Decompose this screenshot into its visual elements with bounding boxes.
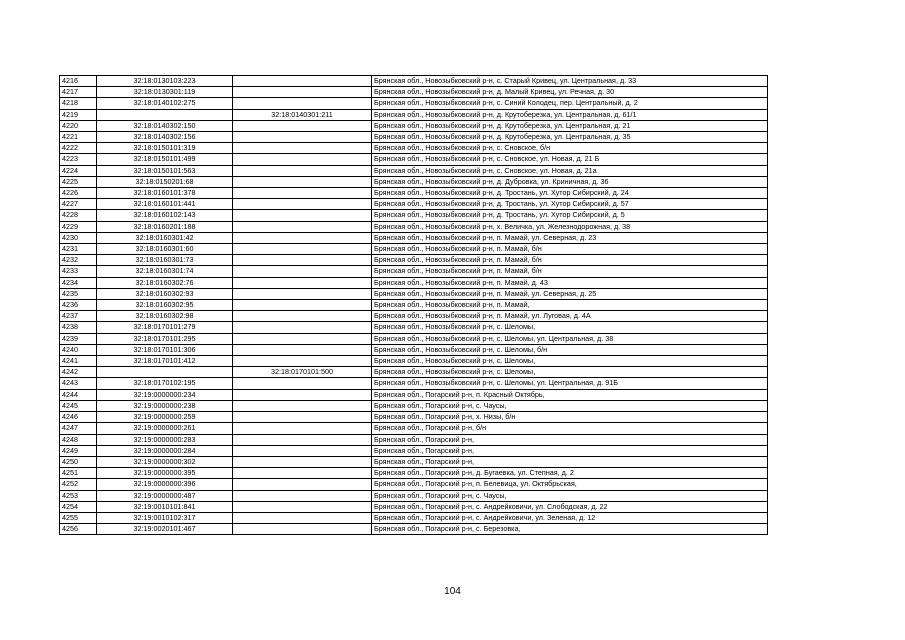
address-cell: Брянская обл., Погарский р-н, bbox=[372, 456, 768, 467]
cadastral-number-cell: 32:18:0170102:195 bbox=[97, 378, 233, 389]
table-row bbox=[60, 120, 768, 131]
row-number-cell: 4216 bbox=[60, 76, 97, 87]
cadastral-number-alt-cell bbox=[233, 333, 372, 344]
cadastral-number-cell: 32:19:0000000:302 bbox=[97, 456, 233, 467]
table-row bbox=[60, 468, 768, 479]
table-row bbox=[60, 400, 768, 411]
table-row bbox=[60, 501, 768, 512]
cadastral-number-alt-cell bbox=[233, 188, 372, 199]
cadastral-number-cell: 32:18:0160301:73 bbox=[97, 255, 233, 266]
address-cell: Брянская обл., Новозыбковский р-н, с. Шеломы, bbox=[372, 356, 768, 367]
row-number-cell: 4249 bbox=[60, 445, 97, 456]
cadastral-number-cell: 32:18:0160101:441 bbox=[97, 199, 233, 210]
row-number-cell: 4237 bbox=[60, 311, 97, 322]
cadastral-number-cell: 32:19:0020101:467 bbox=[97, 524, 233, 535]
table-row bbox=[60, 434, 768, 445]
cadastral-number-cell: 32:19:0000000:259 bbox=[97, 412, 233, 423]
address-cell: Брянская обл., Новозыбковский р-н, с. Шеломы, bbox=[372, 322, 768, 333]
address-cell: Брянская обл., Новозыбковский р-н, д. Крутоберезка, ул. Центральная, д. 21 bbox=[372, 120, 768, 131]
row-number-cell: 4221 bbox=[60, 132, 97, 143]
address-cell: Брянская обл., Погарский р-н, bbox=[372, 445, 768, 456]
cadastral-number-alt-cell bbox=[233, 120, 372, 131]
cadastral-number-cell: 32:19:0000000:283 bbox=[97, 434, 233, 445]
row-number-cell: 4256 bbox=[60, 524, 97, 535]
row-number-cell: 4236 bbox=[60, 300, 97, 311]
address-cell: Брянская обл., Новозыбковский р-н, с. Сновское, ул. Новая, д. 21а bbox=[372, 165, 768, 176]
address-cell: Брянская обл., Новозыбковский р-н, с. Шеломы, б/н bbox=[372, 344, 768, 355]
cadastral-number-cell: 32:18:0140302:150 bbox=[97, 120, 233, 131]
cadastral-number-alt-cell bbox=[233, 154, 372, 165]
address-cell: Брянская обл., Погарский р-н, б/н bbox=[372, 423, 768, 434]
cadastral-number-alt-cell bbox=[233, 524, 372, 535]
cadastral-number-alt-cell bbox=[233, 378, 372, 389]
address-cell: Брянская обл., Погарский р-н, с. Чаусы, bbox=[372, 400, 768, 411]
cadastral-number-alt-cell bbox=[233, 501, 372, 512]
cadastral-number-cell: 32:18:0140102:275 bbox=[97, 98, 233, 109]
address-cell: Брянская обл., Новозыбковский р-н, д. Тростань, ул. Хутор Сибирский, д. 5 bbox=[372, 210, 768, 221]
address-cell: Брянская обл., Погарский р-н, с. Березовка, bbox=[372, 524, 768, 535]
address-cell: Брянская обл., Новозыбковский р-н, с. Шеломы, ул. Центральная, д. 91Б bbox=[372, 378, 768, 389]
cadastral-number-alt-cell bbox=[233, 344, 372, 355]
address-cell: Брянская обл., Новозыбковский р-н, д. Тростань, ул. Хутор Сибирский, д. 57 bbox=[372, 199, 768, 210]
address-cell: Брянская обл., Новозыбковский р-н, с. Шеломы, ул. Центральная, д. 38 bbox=[372, 333, 768, 344]
address-cell: Брянская обл., Новозыбковский р-н, п. Мамай, ул. Северная, д. 23 bbox=[372, 232, 768, 243]
row-number-cell: 4250 bbox=[60, 456, 97, 467]
row-number-cell: 4244 bbox=[60, 389, 97, 400]
cadastral-number-alt-cell bbox=[233, 132, 372, 143]
row-number-cell: 4253 bbox=[60, 490, 97, 501]
cadastral-number-alt-cell: 32:18:0170101:500 bbox=[233, 367, 372, 378]
cadastral-number-alt-cell bbox=[233, 434, 372, 445]
row-number-cell: 4224 bbox=[60, 165, 97, 176]
address-cell: Брянская обл., Новозыбковский р-н, с. Шеломы, bbox=[372, 367, 768, 378]
address-cell: Брянская обл., Погарский р-н, д. Бугаевка, ул. Степная, д. 2 bbox=[372, 468, 768, 479]
cadastral-number-cell: 32:18:0160301:60 bbox=[97, 244, 233, 255]
registry-table bbox=[59, 75, 768, 535]
table-row bbox=[60, 367, 768, 378]
cadastral-number-alt-cell bbox=[233, 389, 372, 400]
table-row bbox=[60, 423, 768, 434]
cadastral-number-cell: 32:19:0000000:396 bbox=[97, 479, 233, 490]
address-cell: Брянская обл., Новозыбковский р-н, п. Мамай, б/н bbox=[372, 244, 768, 255]
row-number-cell: 4222 bbox=[60, 143, 97, 154]
row-number-cell: 4254 bbox=[60, 501, 97, 512]
table-row bbox=[60, 188, 768, 199]
row-number-cell: 4255 bbox=[60, 512, 97, 523]
row-number-cell: 4229 bbox=[60, 221, 97, 232]
address-cell: Брянская обл., Новозыбковский р-н, д. Крутоберезка, ул. Центральная, д. 61/1 bbox=[372, 109, 768, 120]
address-cell: Брянская обл., Погарский р-н, с. Андрейковичи, ул. Слободская, д. 22 bbox=[372, 501, 768, 512]
address-cell: Брянская обл., Новозыбковский р-н, п. Мамай, ул. Луговая, д. 4А bbox=[372, 311, 768, 322]
row-number-cell: 4246 bbox=[60, 412, 97, 423]
address-cell: Брянская обл., Новозыбковский р-н, п. Мамай, д. 43 bbox=[372, 277, 768, 288]
cadastral-number-cell: 32:19:0010102:317 bbox=[97, 512, 233, 523]
row-number-cell: 4247 bbox=[60, 423, 97, 434]
cadastral-number-cell: 32:19:0000000:284 bbox=[97, 445, 233, 456]
cadastral-number-cell: 32:18:0160101:378 bbox=[97, 188, 233, 199]
row-number-cell: 4252 bbox=[60, 479, 97, 490]
address-cell: Брянская обл., Новозыбковский р-н, д. Крутоберезка, ул. Центральная, д. 35 bbox=[372, 132, 768, 143]
table-row bbox=[60, 232, 768, 243]
row-number-cell: 4239 bbox=[60, 333, 97, 344]
address-cell: Брянская обл., Новозыбковский р-н, п. Мамай, ул. Северная, д. 25 bbox=[372, 288, 768, 299]
cadastral-number-alt-cell bbox=[233, 98, 372, 109]
address-cell: Брянская обл., Новозыбковский р-н, х. Величка, ул. Железнодорожная, д. 38 bbox=[372, 221, 768, 232]
table-row bbox=[60, 479, 768, 490]
table-row bbox=[60, 109, 768, 120]
cadastral-number-cell: 32:18:0150101:499 bbox=[97, 154, 233, 165]
cadastral-number-cell: 32:18:0160201:188 bbox=[97, 221, 233, 232]
table-row bbox=[60, 266, 768, 277]
row-number-cell: 4228 bbox=[60, 210, 97, 221]
row-number-cell: 4231 bbox=[60, 244, 97, 255]
cadastral-number-alt-cell bbox=[233, 199, 372, 210]
cadastral-number-alt-cell bbox=[233, 165, 372, 176]
row-number-cell: 4227 bbox=[60, 199, 97, 210]
table-row bbox=[60, 389, 768, 400]
address-cell: Брянская обл., Новозыбковский р-н, д. Малый Кривец, ул. Речная, д. 30 bbox=[372, 87, 768, 98]
row-number-cell: 4235 bbox=[60, 288, 97, 299]
cadastral-number-cell: 32:18:0160102:143 bbox=[97, 210, 233, 221]
table-row bbox=[60, 154, 768, 165]
cadastral-number-alt-cell bbox=[233, 210, 372, 221]
cadastral-number-alt-cell bbox=[233, 423, 372, 434]
address-cell: Брянская обл., Погарский р-н, с. Андрейковичи, ул. Зеленая, д. 12 bbox=[372, 512, 768, 523]
row-number-cell: 4245 bbox=[60, 400, 97, 411]
row-number-cell: 4240 bbox=[60, 344, 97, 355]
row-number-cell: 4220 bbox=[60, 120, 97, 131]
cadastral-number-alt-cell bbox=[233, 76, 372, 87]
cadastral-number-alt-cell bbox=[233, 176, 372, 187]
address-cell: Брянская обл., Погарский р-н, с. Чаусы, bbox=[372, 490, 768, 501]
page-number: 104 bbox=[444, 586, 461, 597]
table-row bbox=[60, 344, 768, 355]
cadastral-number-cell: 32:18:0160301:74 bbox=[97, 266, 233, 277]
table-row bbox=[60, 412, 768, 423]
row-number-cell: 4219 bbox=[60, 109, 97, 120]
row-number-cell: 4251 bbox=[60, 468, 97, 479]
registry-table-body bbox=[60, 76, 768, 535]
cadastral-number-cell: 32:18:0150101:563 bbox=[97, 165, 233, 176]
table-row bbox=[60, 98, 768, 109]
row-number-cell: 4248 bbox=[60, 434, 97, 445]
row-number-cell: 4234 bbox=[60, 277, 97, 288]
cadastral-number-alt-cell bbox=[233, 255, 372, 266]
cadastral-number-cell: 32:18:0160302:76 bbox=[97, 277, 233, 288]
table-row bbox=[60, 288, 768, 299]
cadastral-number-cell: 32:18:0160302:93 bbox=[97, 288, 233, 299]
cadastral-number-alt-cell bbox=[233, 445, 372, 456]
table-row bbox=[60, 221, 768, 232]
cadastral-number-cell: 32:18:0140302:156 bbox=[97, 132, 233, 143]
cadastral-number-alt-cell bbox=[233, 479, 372, 490]
cadastral-number-alt-cell bbox=[233, 512, 372, 523]
address-cell: Брянская обл., Новозыбковский р-н, с. Синий Колодец, пер. Центральный, д. 2 bbox=[372, 98, 768, 109]
table-row bbox=[60, 76, 768, 87]
row-number-cell: 4238 bbox=[60, 322, 97, 333]
table-row bbox=[60, 300, 768, 311]
cadastral-number-alt-cell bbox=[233, 311, 372, 322]
table-row bbox=[60, 490, 768, 501]
address-cell: Брянская обл., Новозыбковский р-н, с. Сновское, б/н bbox=[372, 143, 768, 154]
cadastral-number-alt-cell bbox=[233, 244, 372, 255]
table-row bbox=[60, 244, 768, 255]
cadastral-number-alt-cell: 32:18:0140301:211 bbox=[233, 109, 372, 120]
cadastral-number-alt-cell bbox=[233, 232, 372, 243]
table-row bbox=[60, 210, 768, 221]
table-row bbox=[60, 311, 768, 322]
row-number-cell: 4226 bbox=[60, 188, 97, 199]
table-row bbox=[60, 277, 768, 288]
cadastral-number-alt-cell bbox=[233, 266, 372, 277]
cadastral-number-alt-cell bbox=[233, 277, 372, 288]
cadastral-number-cell: 32:19:0000000:238 bbox=[97, 400, 233, 411]
table-row bbox=[60, 445, 768, 456]
address-cell: Брянская обл., Новозыбковский р-н, с. Сновское, ул. Новая, д. 21 Б bbox=[372, 154, 768, 165]
row-number-cell: 4233 bbox=[60, 266, 97, 277]
cadastral-number-cell bbox=[97, 367, 233, 378]
address-cell: Брянская обл., Погарский р-н, п. Красный Октябрь, bbox=[372, 389, 768, 400]
cadastral-number-alt-cell bbox=[233, 221, 372, 232]
cadastral-number-alt-cell bbox=[233, 456, 372, 467]
cadastral-number-cell: 32:18:0160301:42 bbox=[97, 232, 233, 243]
cadastral-number-cell: 32:18:0150101:319 bbox=[97, 143, 233, 154]
address-cell: Брянская обл., Погарский р-н, х. Низы, б/н bbox=[372, 412, 768, 423]
cadastral-number-cell: 32:18:0170101:295 bbox=[97, 333, 233, 344]
cadastral-number-cell: 32:18:0170101:412 bbox=[97, 356, 233, 367]
cadastral-number-cell: 32:18:0160302:98 bbox=[97, 311, 233, 322]
row-number-cell: 4241 bbox=[60, 356, 97, 367]
row-number-cell: 4232 bbox=[60, 255, 97, 266]
table-row bbox=[60, 143, 768, 154]
table-row bbox=[60, 132, 768, 143]
cadastral-number-alt-cell bbox=[233, 87, 372, 98]
cadastral-number-alt-cell bbox=[233, 288, 372, 299]
address-cell: Брянская обл., Новозыбковский р-н, п. Мамай, bbox=[372, 300, 768, 311]
table-row bbox=[60, 87, 768, 98]
table-row bbox=[60, 333, 768, 344]
table-row bbox=[60, 456, 768, 467]
table-row bbox=[60, 322, 768, 333]
table-row bbox=[60, 378, 768, 389]
row-number-cell: 4225 bbox=[60, 176, 97, 187]
cadastral-number-cell bbox=[97, 109, 233, 120]
cadastral-number-cell: 32:19:0000000:261 bbox=[97, 423, 233, 434]
cadastral-number-cell: 32:18:0150201:68 bbox=[97, 176, 233, 187]
cadastral-number-cell: 32:19:0000000:234 bbox=[97, 389, 233, 400]
table-row bbox=[60, 524, 768, 535]
address-cell: Брянская обл., Новозыбковский р-н, д. Дубровка, ул. Криничная, д. 36 bbox=[372, 176, 768, 187]
cadastral-number-alt-cell bbox=[233, 356, 372, 367]
row-number-cell: 4243 bbox=[60, 378, 97, 389]
address-cell: Брянская обл., Новозыбковский р-н, п. Мамай, б/н bbox=[372, 266, 768, 277]
cadastral-number-cell: 32:18:0170101:306 bbox=[97, 344, 233, 355]
cadastral-number-alt-cell bbox=[233, 412, 372, 423]
cadastral-number-cell: 32:18:0170101:279 bbox=[97, 322, 233, 333]
cadastral-number-alt-cell bbox=[233, 322, 372, 333]
cadastral-number-cell: 32:18:0160302:95 bbox=[97, 300, 233, 311]
row-number-cell: 4218 bbox=[60, 98, 97, 109]
table-row bbox=[60, 356, 768, 367]
address-cell: Брянская обл., Погарский р-н, bbox=[372, 434, 768, 445]
cadastral-number-alt-cell bbox=[233, 143, 372, 154]
address-cell: Брянская обл., Новозыбковский р-н, с. Старый Кривец, ул. Центральная, д. 33 bbox=[372, 76, 768, 87]
cadastral-number-cell: 32:19:0000000:487 bbox=[97, 490, 233, 501]
table-row bbox=[60, 199, 768, 210]
cadastral-number-cell: 32:19:0000000:395 bbox=[97, 468, 233, 479]
table-row bbox=[60, 255, 768, 266]
row-number-cell: 4217 bbox=[60, 87, 97, 98]
cadastral-number-alt-cell bbox=[233, 490, 372, 501]
cadastral-number-cell: 32:18:0130301:119 bbox=[97, 87, 233, 98]
table-row bbox=[60, 512, 768, 523]
cadastral-number-alt-cell bbox=[233, 300, 372, 311]
cadastral-number-alt-cell bbox=[233, 400, 372, 411]
row-number-cell: 4223 bbox=[60, 154, 97, 165]
table-row bbox=[60, 165, 768, 176]
address-cell: Брянская обл., Погарский р-н, п. Белевица, ул. Октябрьская, bbox=[372, 479, 768, 490]
table-row bbox=[60, 176, 768, 187]
row-number-cell: 4242 bbox=[60, 367, 97, 378]
cadastral-number-cell: 32:19:0010101:841 bbox=[97, 501, 233, 512]
address-cell: Брянская обл., Новозыбковский р-н, п. Мамай, б/н bbox=[372, 255, 768, 266]
cadastral-number-alt-cell bbox=[233, 468, 372, 479]
cadastral-number-cell: 32:18:0130103:223 bbox=[97, 76, 233, 87]
address-cell: Брянская обл., Новозыбковский р-н, д. Тростань, ул. Хутор Сибирский, д. 24 bbox=[372, 188, 768, 199]
row-number-cell: 4230 bbox=[60, 232, 97, 243]
